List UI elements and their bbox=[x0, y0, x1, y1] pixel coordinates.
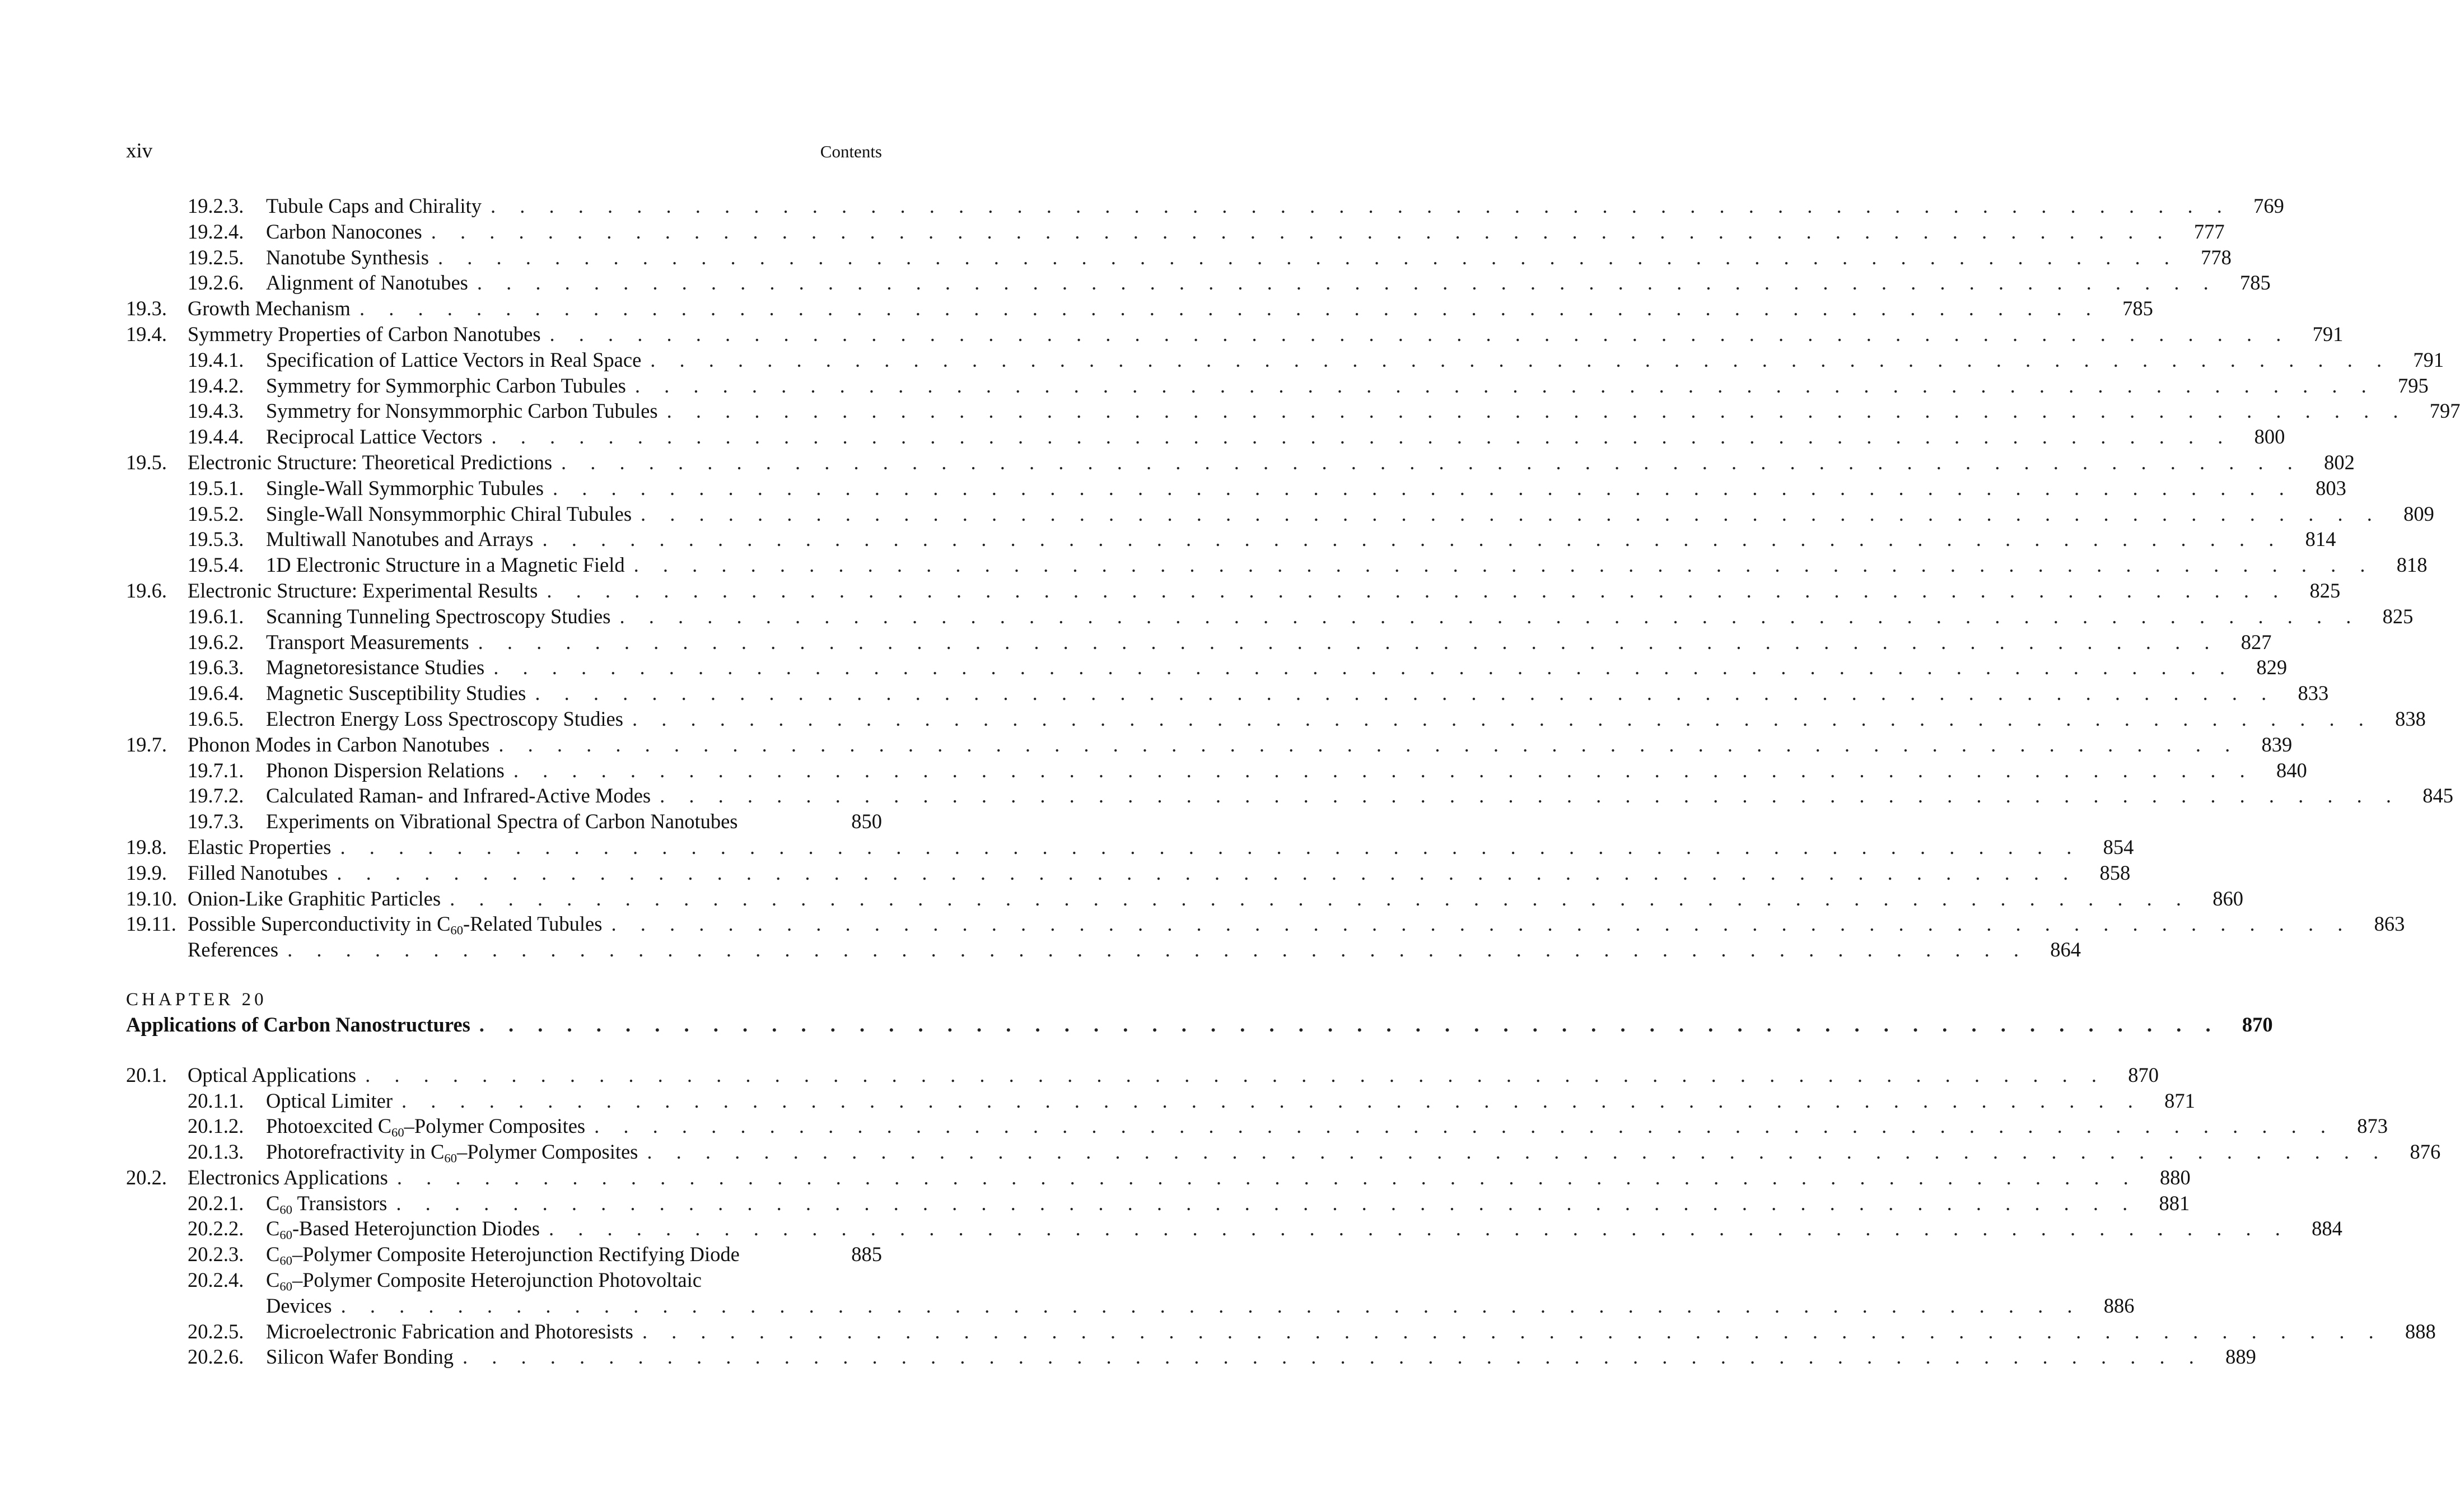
toc-entry[interactable] bbox=[126, 911, 2405, 937]
entry-title bbox=[188, 860, 328, 886]
entry-title bbox=[188, 911, 602, 937]
entry-title-text: Filled Nanotubes bbox=[188, 861, 328, 884]
entry-page: 881 bbox=[2159, 1191, 2190, 1215]
entry-title-text: Transistors bbox=[292, 1191, 388, 1215]
toc-entry[interactable] bbox=[126, 834, 2134, 860]
entry-page: 785 bbox=[2240, 271, 2271, 295]
toc-entry[interactable] bbox=[126, 296, 2153, 321]
entry-page: 800 bbox=[2254, 425, 2285, 449]
entry-number: 19.8. bbox=[126, 835, 167, 858]
entry-number: 19.5. bbox=[126, 450, 167, 474]
entry-number: 19.2.4. bbox=[188, 220, 244, 243]
entry-title-text: Possible Superconductivity in C bbox=[188, 912, 451, 936]
entry-title-text: Symmetry for Symmorphic Carbon Tubules bbox=[266, 374, 626, 397]
entry-title-text: C bbox=[266, 1191, 280, 1215]
dot-leader: . . . . . . . . . . . . . . . . . . . . . . . . . . . . . . . . . . . . . . . . . . . . . . . . . . . . . . . . . . . . bbox=[402, 1089, 2142, 1112]
entry-title-text: Specification of Lattice Vectors in Real Space bbox=[266, 348, 642, 371]
entry-page: 829 bbox=[2256, 656, 2288, 679]
entry-title bbox=[266, 655, 484, 680]
entry-title bbox=[188, 1062, 356, 1088]
entry-title bbox=[266, 1191, 387, 1216]
toc-entry[interactable] bbox=[126, 373, 2429, 399]
entry-title bbox=[188, 886, 441, 912]
entry-page: 825 bbox=[2309, 578, 2341, 602]
dot-leader: . . . . . . . . . . . . . . . . . . . . . . . . . . . . . . . . . . . . . . . . . . . . . . . . . . . . . . . . . . . . bbox=[396, 1165, 2138, 1189]
entry-title bbox=[188, 450, 552, 475]
entry-title bbox=[266, 526, 533, 552]
entry-title bbox=[266, 706, 623, 732]
entry-title-text: C bbox=[266, 1217, 280, 1240]
dot-leader: . . . . . . . . . . . . . . . . . . . . . . . . . . . . . . . . . . . . . . . . . . . . . . . . . . . . . . . . . . . . bbox=[594, 1114, 2335, 1138]
entry-title bbox=[266, 424, 482, 450]
entry-title-text: Optical Applications bbox=[188, 1063, 357, 1086]
entry-page: 797 bbox=[2429, 399, 2460, 423]
entry-title bbox=[266, 347, 641, 373]
entry-title-text: Optical Limiter bbox=[266, 1089, 393, 1112]
table-of-contents bbox=[126, 193, 2460, 1370]
dot-leader: . . . . . . . . . . . . . . . . . . . . . . . . . . . . . . . . . . . . . . . . . . . . . . . . . . . . . . . . . . . . bbox=[337, 861, 2078, 884]
entry-title-text: –Polymer Composites bbox=[456, 1140, 638, 1164]
dot-leader: . . . . . . . . . . . . . . . . . . . . . . . . . . . . . . . . . . . . . . . . . . . . . . . . . . . . . . . . . . . . bbox=[561, 450, 2302, 474]
page-header bbox=[126, 139, 882, 161]
toc-entry[interactable] bbox=[126, 245, 2232, 270]
entry-title-text: Alignment of Nanotubes bbox=[266, 271, 468, 295]
entry-title bbox=[266, 501, 632, 527]
page-folio: xiv bbox=[126, 139, 153, 162]
toc-entry[interactable] bbox=[126, 424, 2285, 450]
entry-page: 814 bbox=[2305, 528, 2336, 551]
entry-title bbox=[188, 578, 538, 604]
entry-number: 19.4.3. bbox=[188, 399, 244, 423]
toc-entry[interactable] bbox=[126, 1216, 2342, 1242]
entry-title bbox=[266, 398, 658, 424]
dot-leader: . . . . . . . . . . . . . . . . . . . . . . . . . . . . . . . . . . . . . . . . . . . . . . . . . . . . . . . . . . . . bbox=[547, 578, 2288, 602]
entry-title bbox=[266, 1139, 638, 1165]
entry-number: 19.7.3. bbox=[188, 810, 244, 833]
entry-title bbox=[266, 219, 422, 245]
dot-leader: . . . . . . . . . . . . . . . . . . . . . . . . . . . . . . . . . . . . . . . . . . . . . . . . . . . . . . . . . . . . bbox=[491, 425, 2233, 449]
entry-title-text: Carbon Nanocones bbox=[266, 220, 422, 243]
entry-title-text: Reciprocal Lattice Vectors bbox=[266, 425, 483, 449]
dot-leader: . . . . . . . . . . . . . . . . . . . . . . . . . . . . . . . . . . . . . . . . . . . . . . . . . . . . . . . . . . . . bbox=[463, 1345, 2204, 1369]
entry-page: 838 bbox=[2395, 707, 2426, 730]
entry-title-text: Nanotube Synthesis bbox=[266, 245, 429, 269]
entry-number: 19.7. bbox=[126, 732, 167, 756]
entry-page: 885 bbox=[851, 1243, 882, 1266]
dot-leader: . . . . . . . . . . . . . . . . . . . . . . . . . . . . . . . . . . . . . . . . . . . . . . . . . . . . . . . . . . . . bbox=[549, 322, 2291, 346]
entry-page: 827 bbox=[2240, 630, 2272, 654]
entry-title-text: Magnetoresistance Studies bbox=[266, 656, 485, 679]
entry-title bbox=[266, 758, 505, 783]
entry-title bbox=[266, 1319, 633, 1345]
entry-number: 19.6.3. bbox=[188, 656, 244, 679]
entry-title-text: Photorefractivity in C bbox=[266, 1140, 445, 1164]
entry-title-text: Microelectronic Fabrication and Photoresists bbox=[266, 1319, 633, 1343]
entry-number: 20.2.1. bbox=[188, 1191, 244, 1215]
entry-title bbox=[266, 1088, 393, 1114]
entry-title-text: Electronic Structure: Experimental Results bbox=[188, 578, 538, 602]
entry-page: 802 bbox=[2324, 450, 2355, 474]
toc-entry[interactable] bbox=[126, 809, 882, 834]
entry-number: 19.6.1. bbox=[188, 604, 244, 628]
entry-number: 19.11. bbox=[126, 912, 176, 936]
dot-leader: . . . . . . . . . . . . . . . . . . . . . . . . . . . . . . . . . . . . . . . . . . . . . . . . . . . . . . . . . . . . bbox=[477, 271, 2218, 295]
entry-number: 20.1.2. bbox=[188, 1114, 244, 1138]
entry-number: 19.6.4. bbox=[188, 682, 244, 705]
chapter-label: CHAPTER 20 bbox=[126, 989, 267, 1010]
dot-leader: . . . . . . . . . . . . . . . . . . . . . . . . . . . . . . . . . . . . . . . . . . . . . . . . . . . . . . . . . . . . bbox=[633, 553, 2375, 577]
entry-number: 19.4.1. bbox=[188, 348, 244, 371]
chapter-title: Applications of Carbon Nanostructures bbox=[126, 1012, 470, 1036]
entry-title-text: Phonon Dispersion Relations bbox=[266, 758, 505, 782]
entry-title-text: Experiments on Vibrational Spectra of Carbon Nanotubes bbox=[266, 810, 738, 833]
toc-entry[interactable] bbox=[126, 1293, 2135, 1319]
entry-title-text: Transport Measurements bbox=[266, 630, 469, 654]
entry-title-text: -Based Heterojunction Diodes bbox=[292, 1217, 540, 1240]
dot-leader: . . . . . . . . . . . . . . . . . . . . . . . . . . . . . . . . . . . . . . . . . . . . . . . . . . . . . . . . . . . . bbox=[660, 784, 2401, 808]
toc-entry[interactable] bbox=[126, 629, 2272, 655]
entry-title bbox=[266, 373, 626, 399]
entry-title-text: C bbox=[266, 1243, 280, 1266]
toc-entry[interactable] bbox=[126, 1242, 882, 1267]
toc-entry[interactable] bbox=[126, 604, 2414, 629]
toc-section-20 bbox=[126, 1062, 2441, 1370]
entry-number: 19.7.2. bbox=[188, 784, 244, 808]
entry-title-text: Silicon Wafer Bonding bbox=[266, 1345, 454, 1369]
entry-title bbox=[266, 1293, 332, 1319]
entry-title bbox=[266, 1344, 454, 1370]
entry-title bbox=[266, 809, 829, 834]
entry-number: 19.5.1. bbox=[188, 476, 244, 500]
entry-page: 778 bbox=[2201, 245, 2232, 269]
entry-page: 809 bbox=[2403, 502, 2434, 525]
entry-title-text: Tubule Caps and Chirality bbox=[266, 194, 482, 217]
entry-title-text: Phonon Modes in Carbon Nanotubes bbox=[188, 732, 490, 756]
entry-title bbox=[266, 1242, 829, 1267]
entry-title bbox=[266, 270, 468, 296]
entry-page: 791 bbox=[2312, 322, 2344, 346]
toc-entry[interactable] bbox=[126, 450, 2355, 475]
toc-entry[interactable] bbox=[126, 347, 2444, 373]
entry-title-text: Electron Energy Loss Spectroscopy Studies bbox=[266, 707, 623, 730]
entry-title bbox=[266, 475, 544, 501]
entry-page: 860 bbox=[2212, 886, 2243, 910]
entry-number: 19.2.3. bbox=[188, 194, 244, 217]
entry-page: 858 bbox=[2099, 861, 2131, 884]
toc-entry[interactable] bbox=[126, 732, 2293, 758]
entry-title bbox=[266, 604, 610, 629]
subscript: 60 bbox=[279, 1202, 292, 1217]
dot-leader: . . . . . . . . . . . . . . . . . . . . . . . . . . . . . . . . . . . . . . . . . . . . . . . . . . . . . . . . . . . . bbox=[666, 399, 2408, 423]
entry-title bbox=[266, 1113, 585, 1139]
subscript: 60 bbox=[391, 1125, 404, 1140]
entry-number: 19.10. bbox=[126, 886, 178, 910]
entry-number: 19.4. bbox=[126, 322, 167, 346]
entry-page: 863 bbox=[2374, 912, 2405, 936]
dot-leader: . . . . . . . . . . . . . . . . . . . . . . . . . . . . . . . . . . . . . . . . . . . . . . . . . . . . . . . . . . . . bbox=[437, 245, 2179, 269]
entry-title bbox=[266, 629, 469, 655]
entry-title-text: Electronics Applications bbox=[188, 1165, 388, 1189]
dot-leader: . . . . . . . . . . . . . . . . . . . . . . . . . . . . . . . . . . . . . . . . . . . . . . . . . . . . . . . . . . . . bbox=[548, 1217, 2290, 1240]
subscript: 60 bbox=[450, 923, 464, 937]
entry-number: 20.1. bbox=[126, 1063, 167, 1086]
entry-title-text: Electronic Structure: Theoretical Predictions bbox=[188, 450, 553, 474]
toc-entry[interactable] bbox=[126, 860, 2131, 886]
dot-leader: . . . . . . . . . . . . . . . . . . . . . . . . . . . . . . . . . . . . . . . . . . . . . . . . . . . . . . . . . . . . bbox=[542, 528, 2284, 551]
dot-leader: . . . . . . . . . . . . . . . . . . . . . . . . . . . . . . . . . . . . . . . . . . . . . . . . . . . . . . . . . . . . bbox=[287, 938, 2028, 962]
entry-page: 777 bbox=[2193, 220, 2225, 243]
entry-title-text: Elastic Properties bbox=[188, 835, 332, 858]
toc-entry[interactable] bbox=[126, 758, 2307, 783]
dot-leader: . . . . . . . . . . . . . . . . . . . . . . . . . . . . . . . . . . . . . . . . . . . . . . . . . . . . . . . . . . . . bbox=[642, 1319, 2383, 1343]
dot-leader: . . . . . . . . . . . . . . . . . . . . . . . . . . . . . . . . . . . . . . . . . . . . . . . . . . . . . . . . . . . . bbox=[490, 194, 2232, 217]
dot-leader: . . . . . . . . . . . . . . . . . . . . . . . . . . . . . . . . . . . . . . . . . . . . . . . . . . . . . . . . . . . . bbox=[479, 1012, 2220, 1036]
entry-title bbox=[266, 552, 625, 578]
entry-title bbox=[266, 680, 526, 706]
toc-entry[interactable] bbox=[126, 655, 2288, 680]
entry-title bbox=[188, 937, 278, 963]
toc-entry[interactable] bbox=[126, 1344, 2256, 1370]
entry-page: 791 bbox=[2413, 348, 2444, 371]
entry-number: 19.2.6. bbox=[188, 271, 244, 295]
toc-entry[interactable] bbox=[126, 193, 2284, 219]
entry-page: 795 bbox=[2397, 374, 2429, 397]
entry-title-text: Multiwall Nanotubes and Arrays bbox=[266, 528, 534, 551]
subscript: 60 bbox=[279, 1253, 292, 1268]
entry-number: 19.3. bbox=[126, 297, 167, 320]
toc-entry[interactable] bbox=[126, 1267, 882, 1293]
dot-leader: . . . . . . . . . . . . . . . . . . . . . . . . . . . . . . . . . . . . . . . . . . . . . . . . . . . . . . . . . . . . bbox=[498, 732, 2240, 756]
entry-page: 850 bbox=[851, 810, 882, 833]
entry-number: 19.6. bbox=[126, 578, 167, 602]
entry-title bbox=[266, 1267, 829, 1293]
entry-title bbox=[188, 321, 541, 347]
chapter-title-row[interactable] bbox=[126, 1012, 2273, 1038]
entry-number: 20.2.3. bbox=[188, 1243, 244, 1266]
toc-entry[interactable] bbox=[126, 1319, 2436, 1345]
toc-entry[interactable] bbox=[126, 270, 2271, 296]
entry-number: 19.6.5. bbox=[188, 707, 244, 730]
entry-title bbox=[266, 1216, 540, 1242]
entry-number: 20.1.3. bbox=[188, 1140, 244, 1164]
entry-number: 19.4.4. bbox=[188, 425, 244, 449]
entry-title bbox=[188, 834, 331, 860]
dot-leader: . . . . . . . . . . . . . . . . . . . . . . . . . . . . . . . . . . . . . . . . . . . . . . . . . . . . . . . . . . . . bbox=[634, 374, 2376, 397]
dot-leader: . . . . . . . . . . . . . . . . . . . . . . . . . . . . . . . . . . . . . . . . . . . . . . . . . . . . . . . . . . . . bbox=[365, 1063, 2106, 1086]
dot-leader: . . . . . . . . . . . . . . . . . . . . . . . . . . . . . . . . . . . . . . . . . . . . . . . . . . . . . . . . . . . . bbox=[340, 835, 2081, 858]
entry-title bbox=[266, 193, 482, 219]
entry-page: 803 bbox=[2316, 476, 2346, 500]
subscript: 60 bbox=[444, 1151, 457, 1165]
toc-entry[interactable] bbox=[126, 1113, 2388, 1140]
entry-number: 19.9. bbox=[126, 861, 167, 884]
entry-title-text: Calculated Raman- and Infrared-Active Modes bbox=[266, 784, 651, 808]
entry-number: 19.7.1. bbox=[188, 758, 244, 782]
entry-page: 871 bbox=[2164, 1089, 2195, 1112]
entry-page: 845 bbox=[2422, 784, 2454, 808]
dot-leader: . . . . . . . . . . . . . . . . . . . . . . . . . . . . . . . . . . . . . . . . . . . . . . . . . . . . . . . . . . . . bbox=[396, 1191, 2137, 1215]
entry-page: 769 bbox=[2253, 194, 2284, 217]
entry-page: 876 bbox=[2410, 1140, 2441, 1164]
entry-page: 880 bbox=[2159, 1165, 2191, 1189]
entry-page: 884 bbox=[2312, 1217, 2342, 1240]
entry-title bbox=[188, 296, 351, 321]
entry-number: 20.2.6. bbox=[188, 1345, 244, 1369]
dot-leader: . . . . . . . . . . . . . . . . . . . . . . . . . . . . . . . . . . . . . . . . . . . . . . . . . . . . . . . . . . . . bbox=[650, 348, 2392, 371]
dot-leader: . . . . . . . . . . . . . . . . . . . . . . . . . . . . . . . . . . . . . . . . . . . . . . . . . . . . . . . . . . . . bbox=[647, 1140, 2388, 1164]
entry-title bbox=[266, 245, 429, 270]
entry-number: 19.5.2. bbox=[188, 502, 244, 525]
entry-title-text: -Related Tubules bbox=[463, 912, 603, 936]
entry-number: 19.2.5. bbox=[188, 245, 244, 269]
entry-title-text: Magnetic Susceptibility Studies bbox=[266, 682, 526, 705]
toc-entry[interactable] bbox=[126, 783, 2454, 809]
entry-title-text: –Polymer Composites bbox=[404, 1114, 586, 1138]
entry-number: 19.6.2. bbox=[188, 630, 244, 654]
entry-page: 839 bbox=[2261, 732, 2293, 756]
entry-title-text: Growth Mechanism bbox=[188, 297, 351, 320]
entry-page: 886 bbox=[2103, 1294, 2135, 1317]
toc-entry[interactable] bbox=[126, 398, 2460, 424]
entry-page: 833 bbox=[2298, 682, 2329, 705]
entry-page: 818 bbox=[2396, 553, 2428, 577]
toc-entry[interactable] bbox=[126, 706, 2426, 732]
toc-entry[interactable] bbox=[126, 886, 2243, 912]
toc-entry[interactable] bbox=[126, 501, 2434, 527]
entry-title-text: Onion-Like Graphitic Particles bbox=[188, 886, 441, 910]
dot-leader: . . . . . . . . . . . . . . . . . . . . . . . . . . . . . . . . . . . . . . . . . . . . . . . . . . . . . . . . . . . . bbox=[552, 476, 2294, 500]
entry-title-text: Symmetry Properties of Carbon Nanotubes bbox=[188, 322, 541, 346]
entry-number: 20.2.5. bbox=[188, 1319, 244, 1343]
toc-entry[interactable] bbox=[126, 1062, 2159, 1088]
toc-entry[interactable] bbox=[126, 321, 2344, 347]
entry-title-text: References bbox=[188, 938, 279, 962]
dot-leader: . . . . . . . . . . . . . . . . . . . . . . . . . . . . . . . . . . . . . . . . . . . . . . . . . . . . . . . . . . . . bbox=[340, 1294, 2082, 1317]
entry-page: 840 bbox=[2276, 758, 2307, 782]
subscript: 60 bbox=[279, 1228, 292, 1242]
entry-number: 19.4.2. bbox=[188, 374, 244, 397]
toc-entry[interactable] bbox=[126, 1191, 2190, 1217]
entry-page: 888 bbox=[2405, 1319, 2436, 1343]
entry-number: 19.5.4. bbox=[188, 553, 244, 577]
entry-page: 864 bbox=[2050, 938, 2081, 962]
dot-leader: . . . . . . . . . . . . . . . . . . . . . . . . . . . . . . . . . . . . . . . . . . . . . . . . . . . . . . . . . . . . bbox=[535, 682, 2276, 705]
dot-leader: . . . . . . . . . . . . . . . . . . . . . . . . . . . . . . . . . . . . . . . . . . . . . . . . . . . . . . . . . . . . bbox=[632, 707, 2373, 730]
entry-title bbox=[188, 732, 489, 758]
toc-entry[interactable] bbox=[126, 526, 2336, 552]
entry-page: 873 bbox=[2357, 1114, 2388, 1138]
entry-number: 20.1.1. bbox=[188, 1089, 244, 1112]
toc-entry[interactable] bbox=[126, 475, 2346, 501]
chapter-page: 870 bbox=[2242, 1012, 2273, 1036]
entry-number: 19.5.3. bbox=[188, 528, 244, 551]
toc-entry[interactable] bbox=[126, 1165, 2191, 1191]
toc-entry[interactable] bbox=[126, 1139, 2441, 1165]
toc-entry[interactable] bbox=[126, 578, 2341, 604]
entry-title-text: –Polymer Composite Heterojunction Photovoltaic bbox=[292, 1268, 702, 1292]
dot-leader: . . . . . . . . . . . . . . . . . . . . . . . . . . . . . . . . . . . . . . . . . . . . . . . . . . . . . . . . . . . . bbox=[513, 758, 2254, 782]
dot-leader: . . . . . . . . . . . . . . . . . . . . . . . . . . . . . . . . . . . . . . . . . . . . . . . . . . . . . . . . . . . . bbox=[641, 502, 2382, 525]
dot-leader: . . . . . . . . . . . . . . . . . . . . . . . . . . . . . . . . . . . . . . . . . . . . . . . . . . . . . . . . . . . . bbox=[611, 912, 2352, 936]
toc-entry[interactable] bbox=[126, 1088, 2195, 1114]
dot-leader: . . . . . . . . . . . . . . . . . . . . . . . . . . . . . . . . . . . . . . . . . . . . . . . . . . . . . . . . . . . . bbox=[450, 886, 2191, 910]
entry-page: 870 bbox=[2128, 1063, 2159, 1086]
entry-page: 889 bbox=[2225, 1345, 2256, 1369]
dot-leader: . . . . . . . . . . . . . . . . . . . . . . . . . . . . . . . . . . . . . . . . . . . . . . . . . . . . . . . . . . . . bbox=[478, 630, 2219, 654]
entry-number: 20.2.4. bbox=[188, 1268, 244, 1292]
dot-leader: . . . . . . . . . . . . . . . . . . . . . . . . . . . . . . . . . . . . . . . . . . . . . . . . . . . . . . . . . . . . bbox=[493, 656, 2235, 679]
entry-number: 20.2.2. bbox=[188, 1217, 244, 1240]
entry-title bbox=[188, 1165, 388, 1191]
entry-title-text: –Polymer Composite Heterojunction Rectifying Diode bbox=[292, 1243, 740, 1266]
entry-page: 854 bbox=[2103, 835, 2134, 858]
entry-title-text: Symmetry for Nonsymmorphic Carbon Tubules bbox=[266, 399, 658, 423]
entry-page: 785 bbox=[2122, 297, 2153, 320]
entry-title-text: 1D Electronic Structure in a Magnetic Field bbox=[266, 553, 625, 577]
toc-entry[interactable] bbox=[126, 937, 2081, 963]
subscript: 60 bbox=[279, 1279, 292, 1294]
entry-title-text: Single-Wall Nonsymmorphic Chiral Tubules bbox=[266, 502, 632, 525]
entry-title bbox=[266, 783, 651, 809]
toc-entry[interactable] bbox=[126, 219, 2225, 245]
entry-title-text: Photoexcited C bbox=[266, 1114, 392, 1138]
dot-leader: . . . . . . . . . . . . . . . . . . . . . . . . . . . . . . . . . . . . . . . . . . . . . . . . . . . . . . . . . . . . bbox=[359, 297, 2100, 320]
entry-title-text: C bbox=[266, 1268, 280, 1292]
dot-leader: . . . . . . . . . . . . . . . . . . . . . . . . . . . . . . . . . . . . . . . . . . . . . . . . . . . . . . . . . . . . bbox=[619, 604, 2361, 628]
entry-number: 20.2. bbox=[126, 1165, 167, 1189]
entry-title-text: Single-Wall Symmorphic Tubules bbox=[266, 476, 544, 500]
entry-title-text: Devices bbox=[266, 1294, 332, 1317]
entry-title-text: Scanning Tunneling Spectroscopy Studies bbox=[266, 604, 611, 628]
toc-entry[interactable] bbox=[126, 680, 2329, 706]
toc-entry[interactable] bbox=[126, 552, 2428, 578]
dot-leader: . . . . . . . . . . . . . . . . . . . . . . . . . . . . . . . . . . . . . . . . . . . . . . . . . . . . . . . . . . . . bbox=[431, 220, 2172, 243]
running-head: Contents bbox=[820, 142, 882, 161]
toc-section-19 bbox=[126, 193, 2460, 963]
entry-page: 825 bbox=[2382, 604, 2414, 628]
